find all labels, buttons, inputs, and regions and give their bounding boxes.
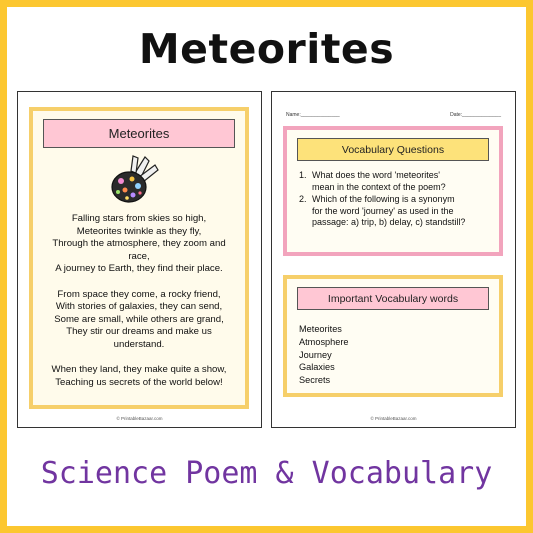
important-vocab-frame [283,275,503,397]
poem-line: race, [128,250,150,262]
vocab-word-list [299,323,489,387]
poem-line: understand. [113,338,165,350]
name-date-row [286,112,501,118]
poem-line: Meteorites twinkle as they fly, [76,225,202,237]
question-text: mean in the context of the poem? [312,181,446,192]
poem-frame [29,107,249,409]
poem-stanza [35,289,243,352]
question-number: 1. [299,170,307,180]
question-number: 2. [299,194,307,205]
poem-stanza [35,213,243,276]
poem-line: A journey to Earth, they find their place. [55,263,223,275]
vocab-questions-title: Vocabulary Questions [297,138,489,161]
vocab-word: Journey [299,349,332,360]
page-footer: © PrintableBazaar.com [116,416,163,421]
poem-line: Teaching us secrets of the world below! [55,376,223,388]
meteor-icon [105,155,161,207]
poem-page [17,91,262,428]
name-field[interactable]: Name:______________ [286,112,340,118]
question-list [299,170,494,230]
subtitle: Science Poem & Vocabulary [40,456,493,491]
vocab-word: Galaxies [299,362,335,373]
question-text: for the word 'journey' as used in the [312,205,454,216]
cover-canvas [7,7,526,526]
question-item [299,194,494,229]
worksheet-page [271,91,516,428]
poem-line: Falling stars from skies so high, [71,213,207,224]
page-footer: © PrintableBazaar.com [370,416,417,421]
poem-line: With stories of galaxies, they can send, [55,301,223,313]
poem-text [35,213,243,402]
poem-stanza [35,364,243,389]
vocab-word: Secrets [299,375,331,386]
poem-title: Meteorites [43,119,235,148]
vocab-word: Meteorites [299,324,342,334]
question-item [299,170,494,193]
poem-line: From space they come, a rocky friend, [57,288,221,300]
important-vocab-title: Important Vocabulary words [297,287,489,310]
poem-line: Some are small, while others are grand, [54,313,224,325]
page-title: Meteorites [138,25,395,73]
poem-line: They stir our dreams and make us [66,326,212,338]
poem-line: Through the atmosphere, they zoom and [52,238,226,250]
vocab-questions-frame [283,126,503,256]
question-text: passage: a) trip, b) delay, c) standstill? [312,217,466,228]
poem-line: When they land, they make quite a show, [51,364,227,376]
question-text: What does the word 'meteorites' [312,170,440,180]
question-text: Which of the following is a synonym [312,194,455,205]
date-field[interactable]: Date:______________ [450,112,501,118]
vocab-word: Atmosphere [299,336,349,347]
